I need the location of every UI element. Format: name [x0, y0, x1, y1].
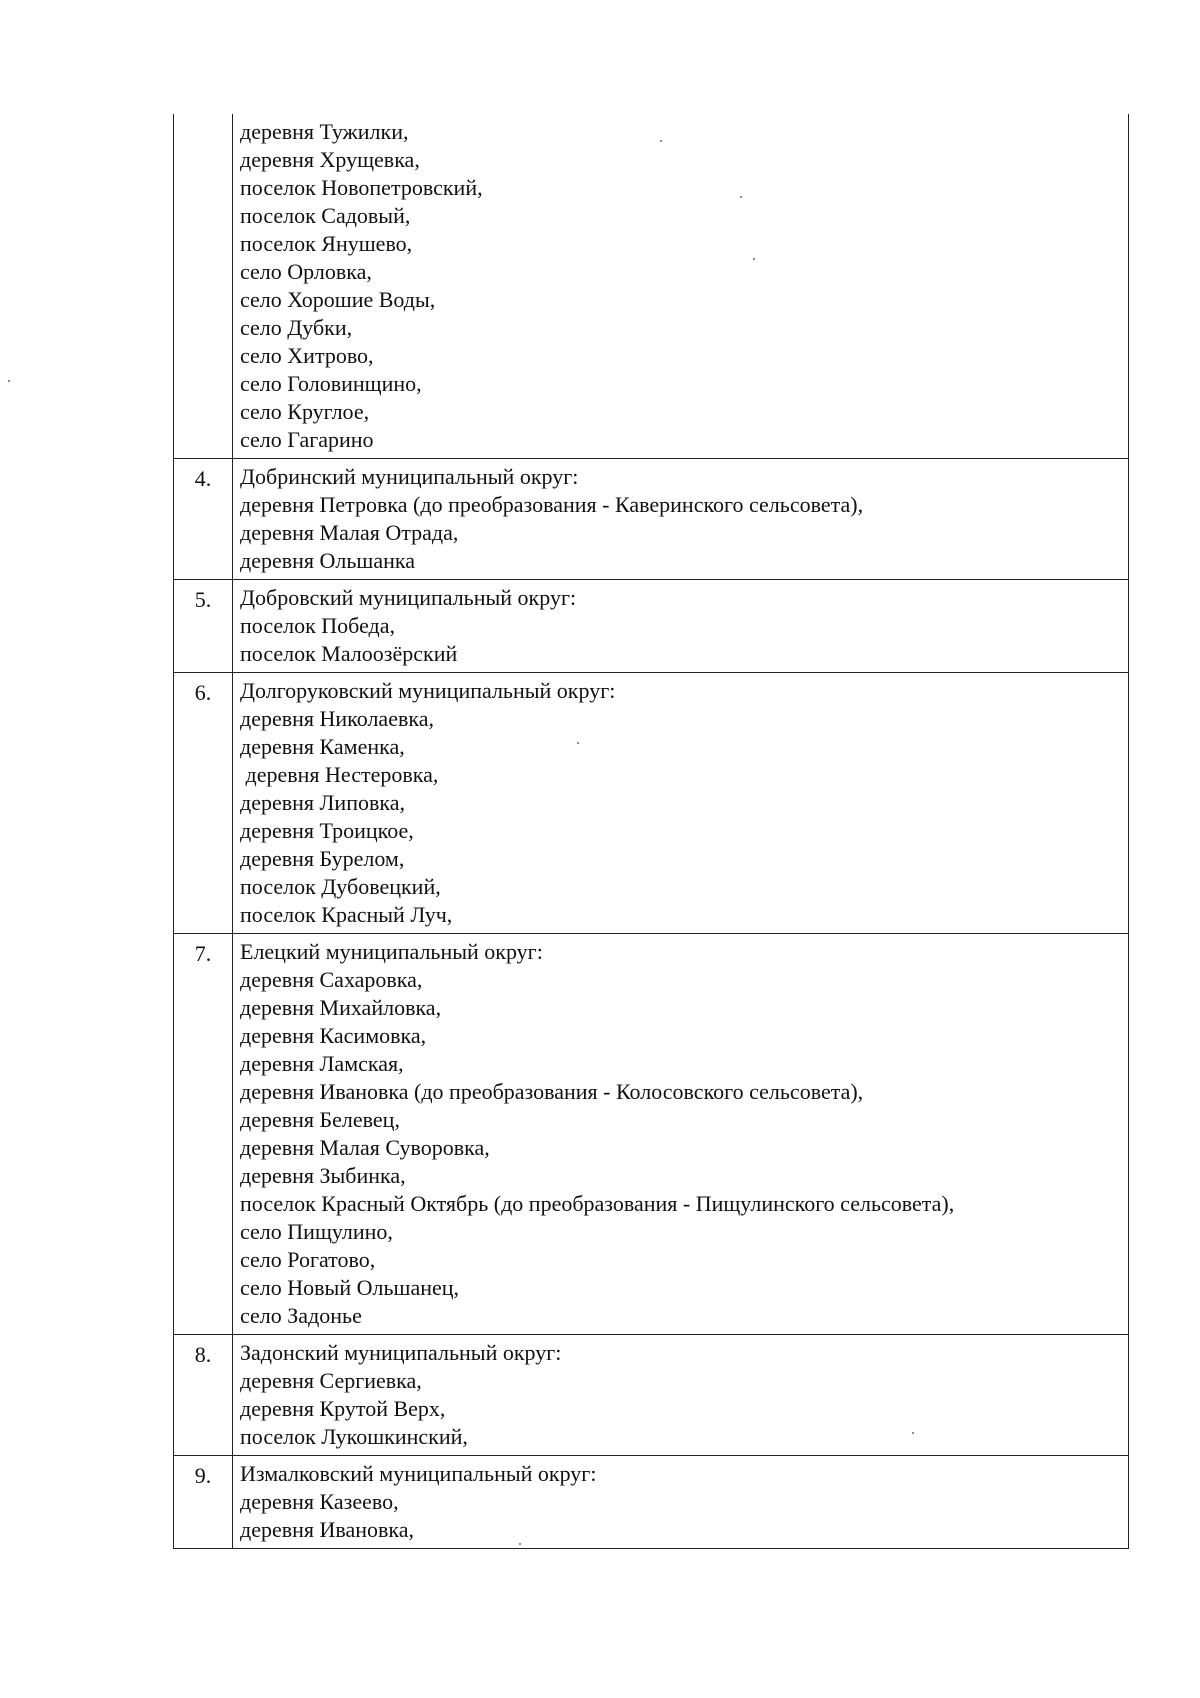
settlement-line: поселок Дубовецкий, [240, 874, 441, 899]
row-number: 6. [194, 680, 212, 705]
table-row [174, 459, 1129, 580]
settlements-cell [233, 1456, 1129, 1549]
settlement-line: село Задонье [240, 1303, 362, 1328]
settlement-line: деревня Малая Суворовка, [240, 1135, 490, 1160]
settlement-line: село Головинщино, [240, 371, 422, 396]
settlements-cell [233, 1335, 1129, 1456]
scan-speck [519, 1543, 521, 1545]
district-heading: Елецкий муниципальный округ: [240, 939, 543, 964]
settlements-table [173, 114, 1129, 1549]
scan-speck [740, 196, 742, 198]
table-row [174, 114, 1129, 459]
settlement-line: село Гагарино [240, 427, 374, 452]
settlement-line: поселок Янушево, [240, 231, 413, 256]
district-heading: Измалковский муниципальный округ: [240, 1461, 597, 1486]
row-number: 7. [194, 941, 212, 966]
table-row [174, 1456, 1129, 1549]
settlement-line: деревня Петровка (до преобразования - Каверинского сельсовета), [240, 492, 864, 517]
settlement-line: деревня Сахаровка, [240, 967, 423, 992]
district-heading: Задонский муниципальный округ: [240, 1340, 562, 1365]
settlement-line: поселок Новопетровский, [240, 175, 483, 200]
settlement-line: деревня Сергиевка, [240, 1368, 422, 1393]
settlement-line: поселок Лукошкинский, [240, 1424, 468, 1449]
settlement-line: деревня Каменка, [240, 734, 405, 759]
settlements-cell [233, 673, 1129, 934]
settlement-line: деревня Белевец, [240, 1107, 400, 1132]
settlement-line: деревня Крутой Верх, [240, 1396, 446, 1421]
settlements-cell [233, 114, 1129, 459]
row-number-cell [174, 1335, 233, 1456]
settlement-line: деревня Ивановка, [240, 1517, 415, 1542]
row-number: 4. [194, 466, 212, 491]
settlement-line: деревня Липовка, [240, 790, 405, 815]
table-row [174, 580, 1129, 673]
settlements-table-body [174, 114, 1129, 1549]
district-heading: Добровский муниципальный округ: [240, 585, 577, 610]
settlement-line: поселок Малоозёрский [240, 641, 458, 666]
settlement-line: село Дубки, [240, 315, 353, 340]
row-number-cell [174, 580, 233, 673]
district-heading: Добринский муниципальный округ: [240, 464, 579, 489]
scan-speck [660, 140, 662, 142]
row-number-cell [174, 1456, 233, 1549]
settlement-line: село Хорошие Воды, [240, 287, 436, 312]
settlements-cell [233, 459, 1129, 580]
settlement-line: деревня Зыбинка, [240, 1163, 406, 1188]
settlement-line: деревня Ивановка (до преобразования - Колосовского сельсовета), [240, 1079, 864, 1104]
settlements-cell [233, 580, 1129, 673]
table-row [174, 673, 1129, 934]
row-number-cell [174, 114, 233, 459]
table-row [174, 934, 1129, 1335]
scan-speck [577, 742, 579, 744]
district-heading: Долгоруковский муниципальный округ: [240, 678, 616, 703]
settlement-line: деревня Бурелом, [240, 846, 405, 871]
scan-speck [912, 1432, 914, 1434]
settlement-line: село Новый Ольшанец, [240, 1275, 460, 1300]
settlement-line: село Хитрово, [240, 343, 374, 368]
settlement-line: деревня Касимовка, [240, 1023, 427, 1048]
settlement-line: поселок Красный Октябрь (до преобразования - Пищулинского сельсовета), [240, 1191, 955, 1216]
settlement-line: деревня Троицкое, [240, 818, 414, 843]
settlements-cell [233, 934, 1129, 1335]
scan-speck [753, 258, 755, 260]
settlement-line: поселок Победа, [240, 613, 396, 638]
settlement-line: деревня Нестеровка, [240, 762, 439, 787]
row-number-cell [174, 673, 233, 934]
row-number-cell [174, 934, 233, 1335]
row-number-cell [174, 459, 233, 580]
settlement-line: поселок Красный Луч, [240, 902, 453, 927]
settlement-line: село Пищулино, [240, 1219, 393, 1244]
settlement-line: деревня Малая Отрада, [240, 520, 459, 545]
settlement-line: деревня Казеево, [240, 1489, 399, 1514]
row-number: 5. [194, 587, 212, 612]
settlement-line: поселок Садовый, [240, 203, 411, 228]
settlement-line: деревня Тужилки, [240, 119, 409, 144]
settlement-line: деревня Ольшанка [240, 548, 416, 573]
settlement-line: деревня Николаевка, [240, 706, 434, 731]
settlement-line: деревня Хрущевка, [240, 147, 420, 172]
settlement-line: село Круглое, [240, 399, 370, 424]
row-number: 9. [194, 1463, 212, 1488]
settlement-line: деревня Михайловка, [240, 995, 442, 1020]
row-number: 8. [194, 1342, 212, 1367]
settlement-line: деревня Ламская, [240, 1051, 404, 1076]
table-row [174, 1335, 1129, 1456]
scan-speck [8, 380, 10, 382]
settlement-line: село Орловка, [240, 259, 372, 284]
settlement-line: село Рогатово, [240, 1247, 376, 1272]
